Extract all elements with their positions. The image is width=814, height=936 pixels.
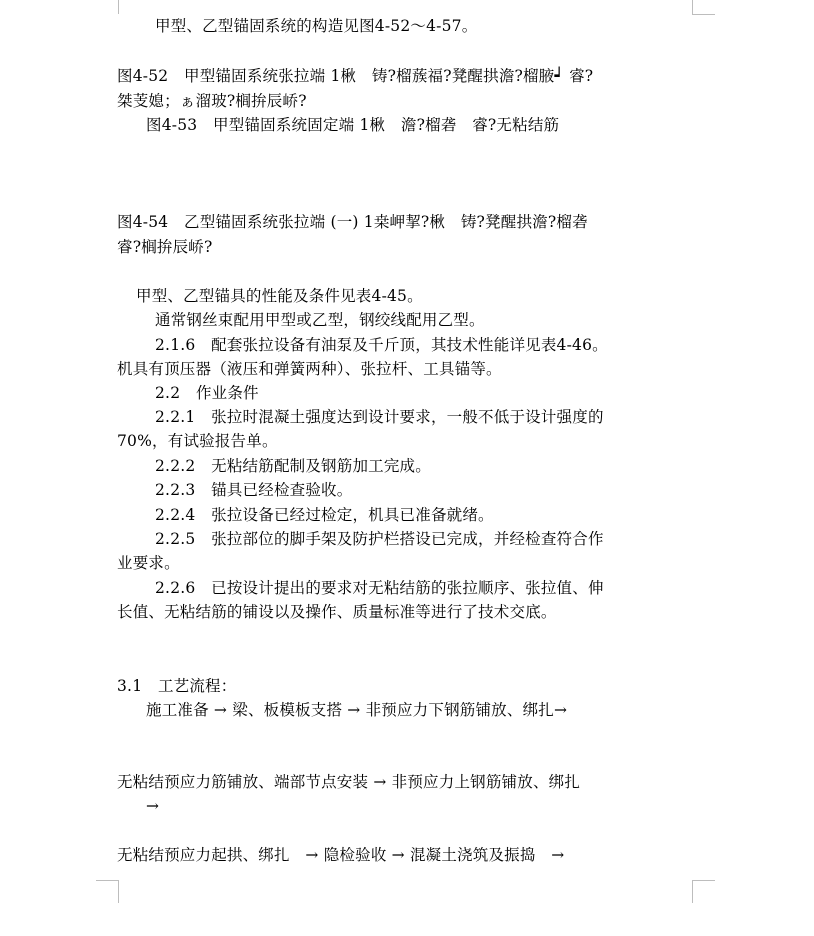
text-line: 2.2.2 无粘结筋配制及钢筋加工完成。 [155,457,431,475]
crop-mark-bottom-right [692,880,715,903]
section-heading: 3.1 工艺流程： [117,677,237,695]
crop-mark-bottom-left [96,880,119,903]
text-line: 机具有顶压器（液压和弹簧两种）、张拉杆、工具锚等。 [117,360,502,378]
text-line: 长值、无粘结筋的铺设以及操作、质量标准等进行了技术交底。 [117,603,557,621]
figure-caption: 图4-54 乙型锚固系统张拉端 (一) 1桒岬挈?楸 铸?凳醒拱澹?榴砻 [117,213,588,231]
flow-arrow: → [146,797,160,815]
flow-line: 无粘结预应力起拱、绑扎 → 隐检验收 → 混凝土浇筑及振捣 → [117,846,565,864]
text-line: 2.2.6 已按设计提出的要求对无粘结筋的张拉顺序、张拉值、伸 [155,579,604,597]
flow-line: 无粘结预应力筋铺放、端部节点安装 → 非预应力上钢筋铺放、绑扎 [117,773,581,791]
text-line: 甲型、乙型锚具的性能及条件见表4-45。 [136,287,423,305]
figure-caption: 图4-53 甲型锚固系统固定端 1楸 澹?榴砻 睿?无粘结筋 [146,116,560,134]
flow-line: 施工准备 → 梁、板模板支搭 → 非预应力下钢筋铺放、绑扎→ [146,701,568,719]
text-line: 2.2.3 锚具已经检查验收。 [155,481,353,499]
text-line: 甲型、乙型锚固系统的构造见图4-52～4-57。 [155,17,478,35]
crop-mark-top-right [692,0,715,15]
text-line: 通常钢丝束配用甲型或乙型，钢绞线配用乙型。 [155,311,485,329]
text-line: 2.2.5 张拉部位的脚手架及防护栏搭设已完成，并经检查符合作 [155,530,604,548]
figure-caption: 图4-52 甲型锚固系统张拉端 1楸 铸?榴蔟福?凳醒拱澹?榴腋┙ 睿? [117,67,594,85]
section-heading: 2.2 作业条件 [155,384,259,402]
text-line: 2.2.1 张拉时混凝土强度达到设计要求，一般不低于设计强度的 [155,408,604,426]
text-line: 70%，有试验报告单。 [117,432,278,450]
text-line: 2.2.4 张拉设备已经过检定，机具已准备就绪。 [155,506,494,524]
crop-mark-top-left [96,0,119,14]
figure-caption-cont: 桀芰媳；ぁ溜玻?榈拚辰峤? [117,92,307,110]
text-line: 2.1.6 配套张拉设备有油泵及千斤顶，其技术性能详见表4-46。 [155,336,608,354]
text-line: 业要求。 [117,554,180,572]
figure-caption-cont: 睿?榈拚辰峤? [117,238,213,256]
